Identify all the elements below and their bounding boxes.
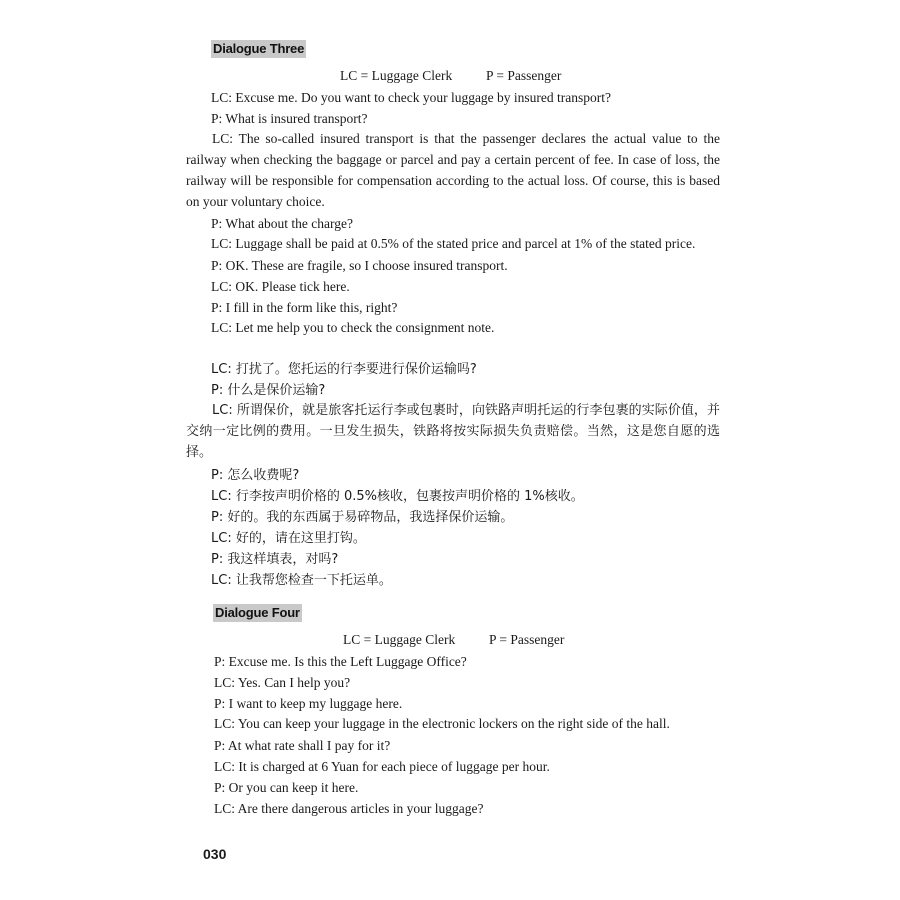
d3-en-line-1: P: What is insured transport? [211,111,368,126]
d3-cn-line-0: LC: 打扰了。您托运的行李要进行保价运输吗? [211,362,477,377]
page-number: 030 [203,846,227,862]
d4-en-line-2: P: I want to keep my luggage here. [214,696,403,711]
d4-en-line-6: P: Or you can keep it here. [214,780,359,795]
d3-en-line-0: LC: Excuse me. Do you want to check your luggage by insured transport? [211,90,612,105]
dialogue-four-heading: Dialogue Four [215,605,300,620]
d4-en-line-1: LC: Yes. Can I help you? [214,675,351,690]
d3-en-line-8: LC: Let me help you to check the consignment note. [211,320,495,335]
d3-cn-line-4: LC: 行李按声明价格的 0.5%核收，包裹按声明价格的 1%核收。 [211,489,584,504]
d4-en-line-7: LC: Are there dangerous articles in your luggage? [214,801,484,816]
d4-en-line-0: P: Excuse me. Is this the Left Luggage Office? [214,654,467,669]
d3-en-line-5: P: OK. These are fragile, so I choose insured transport. [211,258,508,273]
dialogue-three-roles: LC = Luggage Clerk P = Passenger [340,68,562,83]
d3-cn-line-3: P: 怎么收费呢? [211,468,300,483]
d3-cn-line-6: LC: 好的，请在这里打钩。 [211,531,366,546]
d4-en-line-3: LC: You can keep your luggage in the electronic lockers on the right side of the hall. [214,716,670,731]
d3-cn-line-8: LC: 让我帮您检查一下托运单。 [211,573,392,588]
d3-en-line-6: LC: OK. Please tick here. [211,279,350,294]
dialogue-four-roles: LC = Luggage Clerk P = Passenger [343,632,565,647]
d3-cn-line-2: LC: 所谓保价，就是旅客托运行李或包裹时，向铁路声明托运的行李包裹的实际价值，并交纳一定比例的费用。一旦发生损失，铁路将按实际损失负责赔偿。当然，这是您自愿的选择。 [186,403,720,460]
d3-cn-line-5: P: 好的。我的东西属于易碎物品，我选择保价运输。 [211,510,514,525]
d3-cn-line-1: P: 什么是保价运输? [211,383,326,398]
d3-cn-line-7: P: 我这样填表，对吗? [211,552,339,567]
d4-en-line-5: LC: It is charged at 6 Yuan for each piece of luggage per hour. [214,759,550,774]
d3-en-line-7: P: I fill in the form like this, right? [211,300,398,315]
d3-en-line-3: P: What about the charge? [211,216,353,231]
d3-en-line-4: LC: Luggage shall be paid at 0.5% of the stated price and parcel at 1% of the stated price. [211,236,696,251]
d4-en-line-4: P: At what rate shall I pay for it? [214,738,391,753]
d3-en-line-2: LC: The so-called insured transport is that the passenger declares the actual value to the railway when checking the baggage or parcel and pay a certain percent of fee. In case of loss, the railway will be responsible for compensation according to the actual loss. Of course, this is based on your voluntary choice. [186,131,720,209]
dialogue-three-heading: Dialogue Three [213,41,305,56]
